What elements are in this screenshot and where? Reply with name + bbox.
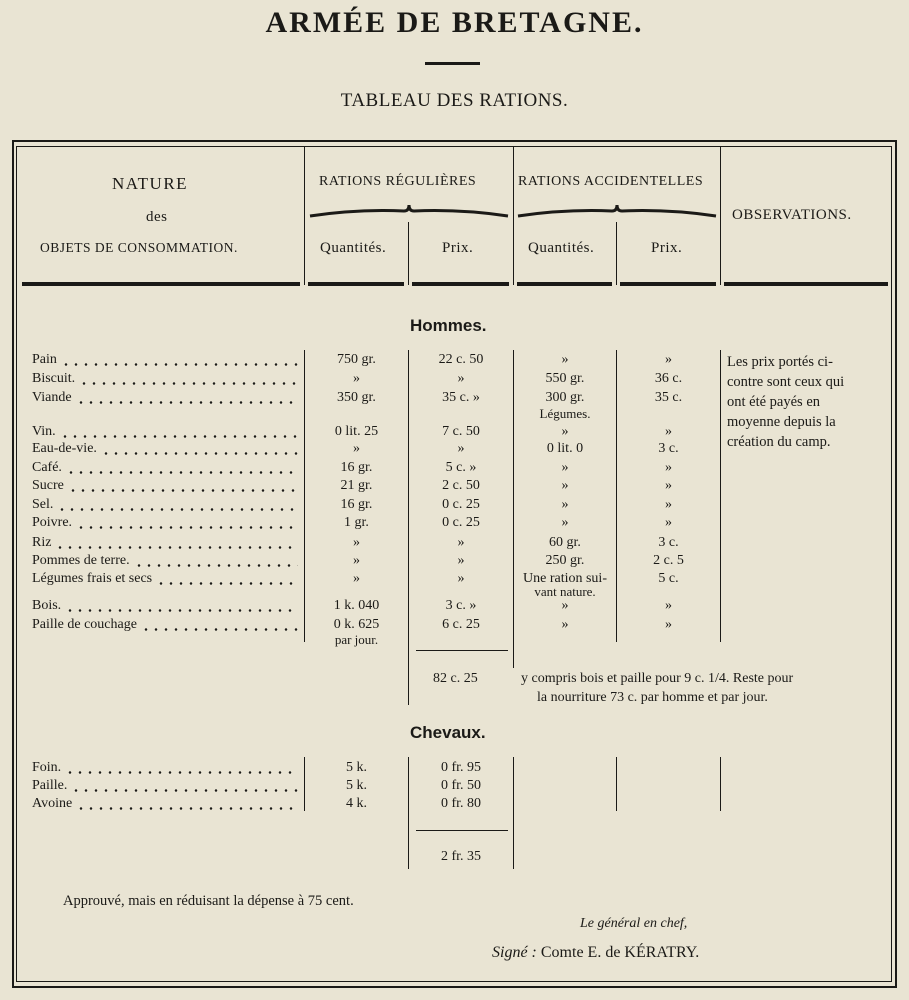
ration-continued: vant nature.	[534, 584, 596, 599]
signature-name: Comte E. de KÉRATRY.	[540, 944, 700, 961]
cell-rq: »	[353, 371, 360, 386]
cell-aq: »	[561, 424, 569, 439]
cell-ap: 5 c.	[658, 571, 679, 586]
cell-ap: »	[665, 515, 672, 530]
cell-rq: 21 gr.	[340, 478, 373, 493]
row-label: Riz	[32, 535, 52, 550]
cell-rp: 0 fr. 50	[440, 778, 482, 793]
cell-rq: 5 k.	[346, 760, 367, 775]
leader-dots	[66, 471, 298, 474]
header-accidentelles: RATIONS ACCIDENTELLES	[518, 174, 704, 189]
column-divider	[408, 222, 409, 285]
cell-rp: 0 c. 25	[442, 515, 480, 530]
row-label: Sucre	[32, 478, 64, 493]
brace-ornament	[308, 203, 510, 223]
row-label: Eau-de-vie.	[32, 441, 97, 456]
cell-rp: 2 c. 50	[442, 478, 480, 493]
cell-rq: »	[353, 535, 360, 550]
cell-rp: 0 fr. 95	[440, 760, 482, 775]
row-label: Paille.	[32, 778, 68, 793]
hommes-total-note-1: y compris bois et paille pour 9 c. 1/4. Reste pour	[521, 671, 794, 686]
cell-ap: »	[665, 478, 672, 493]
column-divider	[616, 222, 617, 285]
cell-rq: 0 lit. 25	[334, 424, 379, 439]
cell-rq: »	[353, 553, 360, 568]
cell-rp: »	[457, 371, 465, 386]
column-divider	[616, 757, 617, 811]
page-subtitle: TABLEAU DES RATIONS.	[340, 90, 569, 111]
cell-aq: »	[561, 460, 569, 475]
leader-dots	[76, 807, 298, 810]
cell-rp: 6 c. 25	[442, 617, 480, 632]
row-label: Viande	[32, 390, 72, 405]
cell-rp: 35 c. »	[442, 390, 480, 405]
row-label: Bois.	[32, 598, 62, 613]
row-label: Café.	[32, 460, 62, 475]
cell-ap: »	[665, 424, 672, 439]
header-rule	[22, 282, 300, 286]
cell-aq: Une ration sui-	[523, 571, 607, 586]
cell-aq: 0 lit. 0	[546, 441, 584, 456]
cell-rq: 0 k. 625	[333, 617, 380, 632]
column-divider	[720, 147, 721, 285]
cell-rq: 5 k.	[346, 778, 367, 793]
cell-ap: »	[665, 497, 672, 512]
cell-rp: 0 c. 25	[442, 497, 480, 512]
page-title: ARMÉE DE BRETAGNE.	[265, 6, 644, 39]
section-chevaux: Chevaux.	[410, 723, 486, 742]
cell-aq: »	[561, 598, 569, 613]
row-label: Foin.	[32, 760, 62, 775]
cell-aq: 250 gr.	[545, 553, 585, 568]
cell-aq: 60 gr.	[549, 535, 581, 550]
cell-ap: »	[665, 598, 672, 613]
leader-dots	[60, 435, 298, 438]
cell-aq: 550 gr.	[545, 371, 585, 386]
cell-aq: »	[561, 352, 569, 367]
header-prix-acc: Prix.	[651, 240, 683, 256]
cell-aq: »	[561, 497, 569, 512]
leader-dots	[57, 508, 298, 511]
header-rule	[517, 282, 612, 286]
cell-ap: 3 c.	[658, 441, 679, 456]
header-prix-reg: Prix.	[442, 240, 474, 256]
observations-line: création du camp.	[727, 434, 831, 450]
signature-line	[492, 944, 699, 962]
leader-dots	[71, 789, 298, 792]
cell-rp: »	[457, 571, 465, 586]
header-quantites-reg: Quantités.	[320, 240, 387, 256]
row-label: Paille de couchage	[32, 617, 137, 632]
header-quantites-acc: Quantités.	[528, 240, 595, 256]
header-rule	[620, 282, 716, 286]
leader-dots	[134, 564, 298, 567]
observations-line: moyenne depuis la	[727, 414, 836, 430]
leader-dots	[156, 582, 298, 585]
leader-dots	[61, 363, 298, 366]
cell-ap: »	[665, 352, 672, 367]
total-rule	[416, 650, 508, 651]
row-label: Légumes frais et secs	[32, 571, 153, 586]
header-objets: OBJETS DE CONSOMMATION.	[40, 240, 238, 255]
cell-aq: 300 gr.	[545, 390, 585, 405]
cell-rp: »	[457, 441, 465, 456]
header-rule	[412, 282, 509, 286]
cell-rp: 22 c. 50	[438, 352, 484, 367]
column-divider	[513, 757, 514, 869]
header-des: des	[146, 209, 168, 225]
hommes-total-note-2: la nourriture 73 c. par homme et par jour.	[537, 690, 768, 705]
cell-rq: »	[353, 571, 360, 586]
cell-rq: 16 gr.	[340, 497, 373, 512]
cell-rp: 3 c. »	[445, 598, 477, 613]
column-divider	[304, 147, 305, 285]
legumes-note: Légumes.	[539, 406, 591, 421]
cell-rq: 1 k. 040	[333, 598, 380, 613]
cell-rq: 1 gr.	[344, 515, 369, 530]
par-jour-note: par jour.	[334, 632, 379, 647]
cell-aq: »	[561, 478, 569, 493]
brace-ornament	[516, 203, 718, 223]
row-label: Biscuit.	[32, 371, 76, 386]
cell-rp: »	[457, 553, 465, 568]
signature-title: Le général en chef,	[580, 916, 688, 931]
cell-ap: 2 c. 5	[653, 553, 684, 568]
cell-ap: »	[665, 617, 672, 632]
leader-dots	[65, 609, 298, 612]
row-label: Vin.	[32, 424, 56, 439]
cell-ap: 35 c.	[654, 390, 683, 405]
observations-text	[727, 352, 844, 452]
row-label: Sel.	[32, 497, 54, 512]
chevaux-total: 2 fr. 35	[441, 849, 482, 864]
column-divider	[513, 147, 514, 285]
row-label: Pain	[32, 352, 57, 367]
header-regulieres: RATIONS RÉGULIÈRES	[319, 174, 477, 189]
approval-note: Approuvé, mais en réduisant la dépense à 75 cent.	[63, 893, 354, 909]
cell-rq: 750 gr.	[337, 352, 376, 367]
cell-rq: 4 k.	[346, 796, 367, 811]
leader-dots	[65, 771, 298, 774]
cell-rq: 350 gr.	[337, 390, 376, 405]
cell-rp: 7 c. 50	[442, 424, 480, 439]
leader-dots	[55, 546, 298, 549]
section-hommes: Hommes.	[410, 316, 487, 335]
header-observations: OBSERVATIONS.	[732, 207, 852, 223]
column-divider	[720, 350, 721, 642]
column-divider	[720, 757, 721, 811]
row-label: Avoine	[32, 796, 73, 811]
leader-dots	[79, 382, 298, 385]
leader-dots	[141, 628, 298, 631]
header-rule	[724, 282, 888, 286]
cell-aq: »	[561, 617, 569, 632]
cell-rp: 0 fr. 80	[440, 796, 482, 811]
cell-ap: »	[665, 460, 672, 475]
total-rule	[416, 830, 508, 831]
leader-dots	[68, 489, 298, 492]
signature-label: Signé :	[492, 944, 537, 961]
cell-rq: »	[353, 441, 360, 456]
cell-rp: 5 c. »	[445, 460, 477, 475]
cell-rq: 16 gr.	[340, 460, 373, 475]
cell-rp: »	[457, 535, 465, 550]
cell-ap: 3 c.	[658, 535, 679, 550]
leader-dots	[101, 452, 298, 455]
row-label: Pommes de terre.	[32, 553, 130, 568]
leader-dots	[76, 401, 298, 404]
header-nature: NATURE	[112, 174, 189, 193]
observations-line: contre sont ceux qui	[727, 374, 845, 390]
header-rule	[308, 282, 404, 286]
cell-aq: »	[561, 515, 569, 530]
hommes-total: 82 c. 25	[433, 671, 478, 686]
observations-line: Les prix portés ci-	[727, 354, 833, 370]
observations-line: ont été payés en	[727, 394, 821, 410]
leader-dots	[76, 526, 298, 529]
title-rule	[425, 62, 480, 65]
row-label: Poivre.	[32, 515, 73, 530]
cell-ap: 36 c.	[654, 371, 683, 386]
